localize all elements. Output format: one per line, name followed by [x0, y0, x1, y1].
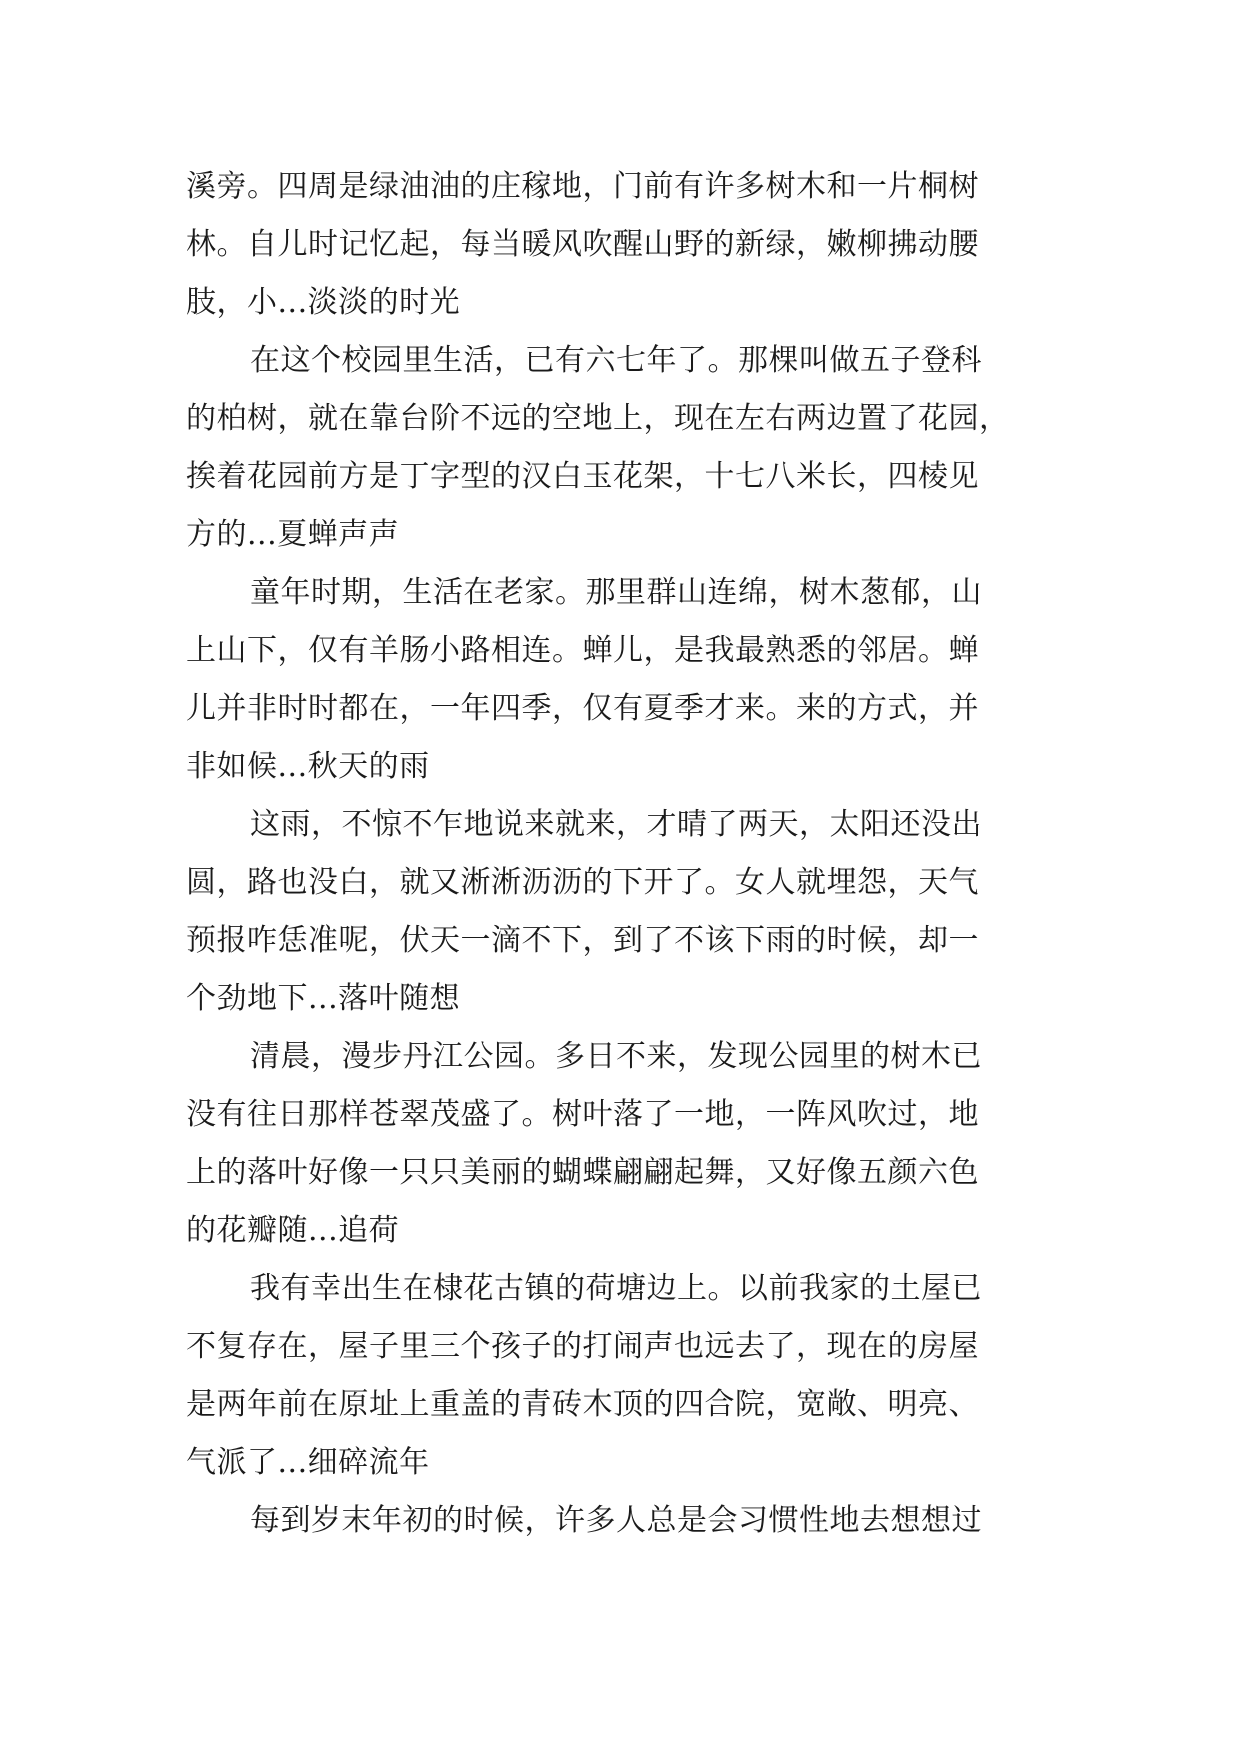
text-line: 儿并非时时都在，一年四季，仅有夏季才来。来的方式，并 [186, 691, 979, 726]
text-line: 溪旁。四周是绿油油的庄稼地，门前有许多树木和一片桐树 [186, 169, 979, 204]
text-line: 预报咋恁准呢，伏天一滴不下，到了不该下雨的时候，却一 [186, 923, 979, 958]
paragraph-first-line: 清晨，漫步丹江公园。多日不来，发现公园里的树木已 [250, 1039, 982, 1074]
paragraph-first-line: 童年时期，生活在老家。那里群山连绵，树木葱郁，山 [250, 575, 982, 610]
paragraph-first-line: 在这个校园里生活，已有六七年了。那棵叫做五子登科 [250, 343, 982, 378]
body-text [186, 158, 1056, 1550]
text-line: 的花瓣随...追荷 [186, 1213, 400, 1248]
paragraph-first-line: 这雨，不惊不乍地说来就来，才晴了两天，太阳还没出 [250, 807, 982, 842]
text-line: 不复存在，屋子里三个孩子的打闹声也远去了，现在的房屋 [186, 1329, 979, 1364]
paragraph-first-line: 每到岁末年初的时候，许多人总是会习惯性地去想想过 [250, 1503, 982, 1538]
text-line: 林。自儿时记忆起，每当暖风吹醒山野的新绿，嫩柳拂动腰 [186, 227, 979, 262]
text-line: 方的...夏蝉声声 [186, 517, 400, 552]
text-line: 肢，小...淡淡的时光 [186, 285, 461, 320]
text-line: 气派了...细碎流年 [186, 1445, 430, 1480]
text-line: 圆，路也没白，就又淅淅沥沥的下开了。女人就埋怨，天气 [186, 865, 979, 900]
paragraph-first-line: 我有幸出生在棣花古镇的荷塘边上。以前我家的土屋已 [250, 1271, 982, 1306]
text-line: 没有往日那样苍翠茂盛了。树叶落了一地，一阵风吹过，地 [186, 1097, 979, 1132]
text-line: 非如候...秋天的雨 [186, 749, 430, 784]
text-line: 是两年前在原址上重盖的青砖木顶的四合院，宽敞、明亮、 [186, 1387, 979, 1422]
text-line: 个劲地下...落叶随想 [186, 981, 461, 1016]
text-line: 挨着花园前方是丁字型的汉白玉花架，十七八米长，四棱见 [186, 459, 979, 494]
text-line: 上的落叶好像一只只美丽的蝴蝶翩翩起舞，又好像五颜六色 [186, 1155, 979, 1190]
text-line: 上山下，仅有羊肠小路相连。蝉儿，是我最熟悉的邻居。蝉 [186, 633, 979, 668]
text-line: 的柏树，就在靠台阶不远的空地上，现在左右两边置了花园， [186, 401, 1010, 436]
